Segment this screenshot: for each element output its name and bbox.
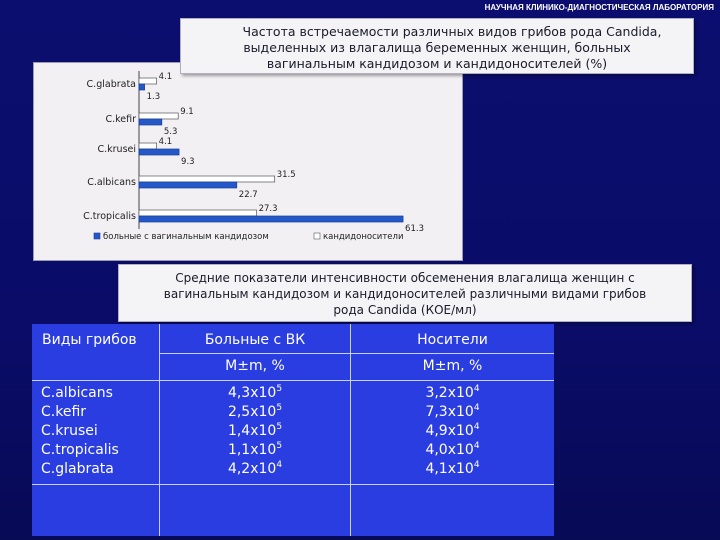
data-label: 1.3 bbox=[146, 92, 161, 102]
data-label: 22.7 bbox=[238, 190, 258, 200]
category-label: C.tropicalis bbox=[83, 211, 136, 222]
species-name: C.glabrata bbox=[41, 461, 114, 477]
chart-panel bbox=[33, 62, 463, 261]
data-table bbox=[32, 324, 554, 536]
category-label: C.kefir bbox=[105, 114, 136, 125]
chart-title-line-1: Частота встречаемости различных видов грибов рода Candida, bbox=[242, 24, 662, 39]
species-list bbox=[41, 384, 119, 479]
chart-title bbox=[180, 18, 694, 74]
species-name: C.kefir bbox=[41, 404, 87, 420]
table-rule bbox=[32, 484, 554, 485]
bar-patients bbox=[139, 182, 237, 188]
header-carriers: Носители bbox=[417, 332, 488, 348]
bar-chart bbox=[34, 63, 462, 260]
patients-value: $4,2x10^4$ bbox=[227, 460, 283, 477]
table-rule bbox=[32, 380, 554, 381]
data-label: 4.1 bbox=[158, 137, 173, 147]
carriers-value: $4,1x10^4$ bbox=[425, 460, 480, 477]
patients-values bbox=[160, 384, 350, 479]
data-label: 31.5 bbox=[276, 170, 296, 180]
patients-value: $2,5x10^5$ bbox=[227, 403, 283, 420]
table-title-line-1: Средние показатели интенсивности обсеменения влагалища женщин с bbox=[175, 271, 635, 285]
data-label: 4.1 bbox=[158, 72, 173, 82]
header-species: Виды грибов bbox=[42, 332, 137, 348]
carriers-value: $4,0x10^4$ bbox=[425, 441, 480, 458]
chart-title-line-2: выделенных из влагалища беременных женщин, больных bbox=[243, 40, 631, 55]
carriers-value: $3,2x10^4$ bbox=[425, 384, 480, 401]
category-label: C.glabrata bbox=[86, 79, 136, 90]
patients-value: $1,1x10^5$ bbox=[227, 441, 283, 458]
data-label: 27.3 bbox=[258, 204, 278, 214]
species-name: C.tropicalis bbox=[41, 442, 119, 458]
data-label: 61.3 bbox=[405, 224, 424, 234]
chart-title-line-3: вагинальным кандидозом и кандидоносителей (%) bbox=[266, 56, 608, 71]
bar-patients bbox=[139, 216, 403, 222]
data-label: 9.3 bbox=[181, 157, 195, 167]
table-rule bbox=[160, 353, 554, 354]
data-label: 5.3 bbox=[163, 127, 178, 137]
bar-carriers bbox=[139, 113, 178, 119]
bar-carriers bbox=[139, 143, 157, 149]
bar-patients bbox=[139, 149, 179, 155]
unit-patients: M±m, % bbox=[225, 358, 285, 374]
carriers-values bbox=[351, 384, 554, 479]
header-patients: Больные с ВК bbox=[204, 332, 306, 348]
lab-header: НАУЧНАЯ КЛИНИКО-ДИАГНОСТИЧЕСКАЯ ЛАБОРАТОРИЯ bbox=[484, 3, 714, 12]
table-title bbox=[118, 264, 692, 322]
category-label: C.albicans bbox=[87, 177, 136, 188]
bar-patients bbox=[139, 119, 162, 125]
legend-label-carriers: кандидоносители bbox=[323, 232, 404, 242]
carriers-value: $7,3x10^4$ bbox=[425, 403, 480, 420]
legend-swatch-carriers bbox=[314, 233, 320, 239]
category-label: C.krusei bbox=[97, 144, 136, 155]
data-label: 9.1 bbox=[180, 107, 194, 117]
legend-label-patients: больные с вагинальным кандидозом bbox=[103, 232, 269, 242]
species-name: C.albicans bbox=[41, 385, 113, 401]
bar-patients bbox=[139, 84, 145, 90]
table-title-line-3: рода Candida (КОЕ/мл) bbox=[333, 303, 477, 317]
bar-carriers bbox=[139, 210, 257, 216]
patients-value: $1,4x10^5$ bbox=[227, 422, 283, 439]
bar-carriers bbox=[139, 78, 157, 84]
carriers-value: $4,9x10^4$ bbox=[425, 422, 480, 439]
unit-carriers: M±m, % bbox=[422, 358, 483, 374]
patients-value: $4,3x10^5$ bbox=[227, 384, 283, 401]
table-title-line-2: вагинальным кандидозом и кандидоносителей различными видами грибов bbox=[163, 287, 647, 301]
species-name: C.krusei bbox=[41, 423, 98, 439]
legend-swatch-patients bbox=[94, 233, 100, 239]
bar-carriers bbox=[139, 176, 275, 182]
